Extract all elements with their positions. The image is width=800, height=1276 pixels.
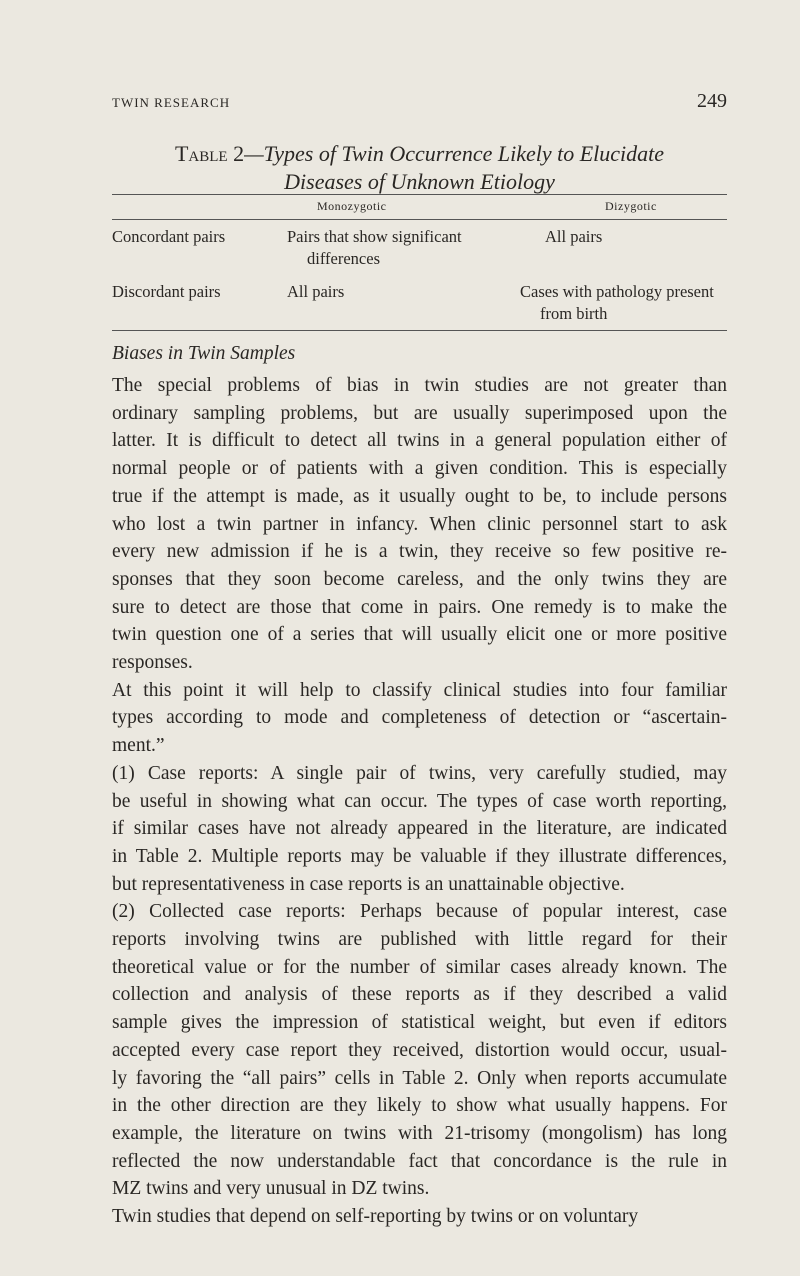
column-header-dizygotic: Dizygotic (605, 199, 657, 213)
text-line: responses. (112, 652, 193, 674)
text-line: (1) Case reports: A single pair of twins, very carefully studied, may (112, 762, 727, 784)
table-caption (112, 140, 727, 196)
text-line: sure to detect are those that come in pairs. One remedy is to make the (112, 596, 727, 618)
text-line: true if the attempt is made, as it usually ought to be, to include persons (112, 485, 727, 507)
text-line: sponses that they soon become careless, and the only twins they are (112, 568, 727, 590)
text-line: normal people or of patients with a given condition. This is especially (112, 458, 727, 480)
text-line: ment.” (112, 735, 165, 757)
table-header-row (112, 195, 727, 219)
text-line: in the other direction are they likely to show what usually happens. For (112, 1095, 727, 1117)
cell-dz: All pairs (545, 227, 603, 246)
table-label: Table 2 (174, 141, 245, 166)
page-number: 249 (697, 90, 727, 112)
text-line: ordinary sampling problems, but are usually superimposed upon the (112, 402, 727, 424)
text-line: but representativeness in case reports is an unattainable objective. (112, 873, 625, 895)
running-title: TWIN RESEARCH (112, 95, 231, 110)
text-line: collection and analysis of these reports as if they described a valid (112, 984, 727, 1006)
table-caption-line1: —Types of Twin Occurrence Likely to Elucidate (244, 141, 665, 166)
text-line: theoretical value or for the number of similar cases already known. The (112, 956, 727, 978)
table-caption-line2: Diseases of Unknown Etiology (284, 169, 555, 194)
text-line: every new admission if he is a twin, they receive so few positive re- (112, 541, 727, 563)
text-line: accepted every case report they received, distortion would occur, usual- (112, 1039, 727, 1061)
running-header (112, 90, 727, 113)
column-header-monozygotic: Monozygotic (317, 199, 387, 213)
text-line: types according to mode and completeness of detection or “ascertain- (112, 707, 727, 729)
text-line: if similar cases have not already appeared in the literature, are indicated (112, 818, 727, 840)
table-row (112, 275, 727, 330)
text-line: be useful in showing what can occur. The types of case worth reporting, (112, 790, 727, 812)
text-line: twin question one of a series that will usually elicit one or more positive (112, 624, 727, 646)
cell-mz: Pairs that show significant differences (287, 227, 462, 268)
text-line: sample gives the impression of statistical weight, but even if editors (112, 1012, 727, 1034)
text-line: latter. It is difficult to detect all twins in a general population either of (112, 430, 727, 452)
text-line: ly favoring the “all pairs” cells in Table 2. Only when reports accumulate (112, 1067, 727, 1089)
row-label: Concordant pairs (112, 227, 226, 246)
text-line: (2) Collected case reports: Perhaps because of popular interest, case (112, 901, 727, 923)
text-line: reflected the now understandable fact that concordance is the rule in (112, 1150, 727, 1172)
text-line: reports involving twins are published with little regard for their (112, 929, 727, 951)
table-row (112, 220, 727, 275)
row-label: Discordant pairs (112, 282, 221, 301)
twin-occurrence-table (112, 194, 727, 331)
body-text (112, 372, 727, 1231)
table-bottom-rule (112, 330, 727, 331)
cell-mz: All pairs (287, 282, 345, 301)
text-line: MZ twins and very unusual in DZ twins. (112, 1178, 430, 1200)
section-heading: Biases in Twin Samples (112, 343, 296, 364)
text-line: example, the literature on twins with 21-trisomy (mongolism) has long (112, 1122, 727, 1144)
text-line: The special problems of bias in twin studies are not greater than (112, 375, 727, 396)
cell-dz: Cases with pathology present from birth (520, 282, 714, 323)
text-line: who lost a twin partner in infancy. When clinic personnel start to ask (112, 513, 727, 535)
text-line: in Table 2. Multiple reports may be valuable if they illustrate differences, (112, 845, 727, 867)
text-line: At this point it will help to classify clinical studies into four familiar (112, 679, 727, 701)
text-line: Twin studies that depend on self-reporting by twins or on voluntary (112, 1206, 639, 1228)
